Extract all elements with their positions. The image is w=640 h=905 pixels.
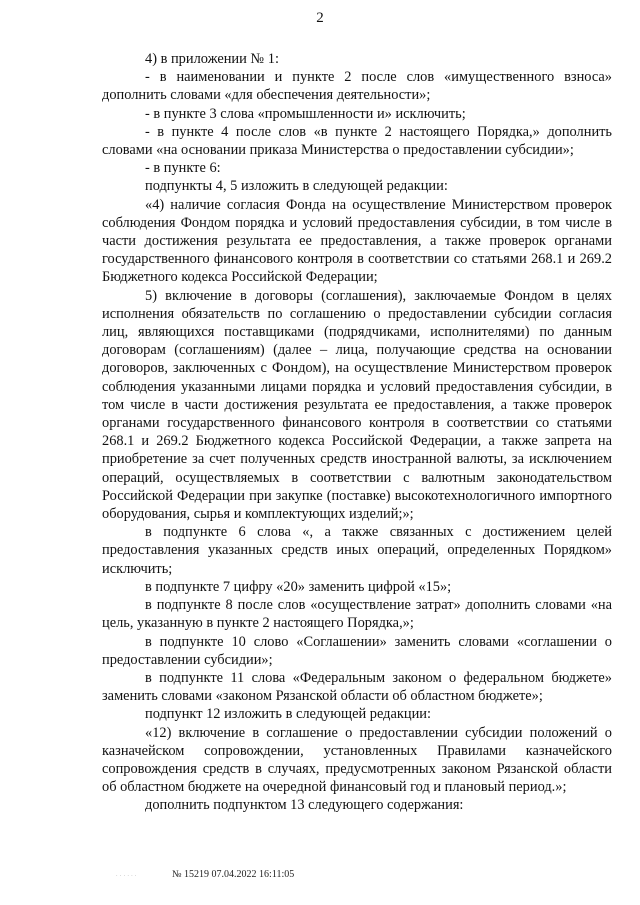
paragraph: в подпункте 10 слово «Соглашении» заменить словами «соглашении о предоставлении субсидии»; xyxy=(102,633,612,668)
paragraph: - в пункте 3 слова «промышленности и» исключить; xyxy=(145,105,466,122)
paragraph: в подпункте 6 слова «, а также связанных с достижением целей предоставления указанных средств иных операций, определенных Порядком» исключить; xyxy=(102,524,612,577)
paragraph: - в наименовании и пункте 2 после слов «имущественного взноса» дополнить словами «для обеспечения деятельности»; xyxy=(102,69,612,104)
paragraph: - в пункте 6: xyxy=(145,160,221,177)
scan-mark-smudge: · · · · · · xyxy=(116,873,137,879)
registration-stamp: № 15219 07.04.2022 16:11:05 xyxy=(172,869,295,880)
paragraph: «12) включение в соглашение о предоставлении субсидии положений о казначейском сопровождении, установленных Правилами казначейского сопровождения средств в случаях, предусмотренных законом Рязанской области об областном бюджете на очередной финансовый год и плановый период.»; xyxy=(102,724,612,796)
paragraph: подпункт 12 изложить в следующей редакции: xyxy=(145,706,431,723)
page-number: 2 xyxy=(316,10,324,26)
paragraph: в подпункте 11 слова «Федеральным законом о федеральном бюджете» заменить словами «законом Рязанской области об областном бюджете»; xyxy=(102,669,612,705)
paragraph: - в пункте 4 после слов «в пункте 2 настоящего Порядка,» дополнить словами «на основании приказа Министерства о предоставлении субсидии»; xyxy=(102,123,612,159)
document-body xyxy=(102,50,612,815)
paragraph: «4) наличие согласия Фонда на осуществление Министерством проверок соблюдения Фондом порядка и условий предоставления субсидии, в том числе в части достижения результата ее предоставления, а также проверок органами государственного финансового контроля в соответствии со статьями 268.1 и 269.2 Бюджетного кодекса Российской Федерации; xyxy=(102,196,612,286)
paragraph: в подпункте 8 после слов «осуществление затрат» дополнить словами «на цель, указанную в пункте 2 настоящего Порядка,»; xyxy=(102,597,612,632)
paragraph: подпункты 4, 5 изложить в следующей редакции: xyxy=(145,178,448,195)
paragraph: 5) включение в договоры (соглашения), заключаемые Фондом в целях исполнения обязательств по соглашению о предоставлении субсидии согласия лиц, являющихся поставщиками (подрядчиками, исполнителями) по данным договорам (соглашениям) (далее – лица, получающие средства на основании договоров, заключенных с Фондом), на осуществление Министерством проверок соблюдения указанными лицами порядка и условий предоставления субсидии, в том числе в части достижения результата ее предоставления, а также проверок органами государственного финансового контроля в соответствии со статьями 268.1 и 269.2 Бюджетного кодекса Российской Федерации, а также запрета на приобретение за счет полученных средств иностранной валюты, за исключением операций, осуществляемых в соответствии с валютным законодательством Российской Федерации при закупке (поставке) высокотехнологичного импортного оборудования, сырья и комплектующих изделий;»; xyxy=(102,287,612,523)
footer xyxy=(0,869,640,889)
paragraph: дополнить подпунктом 13 следующего содержания: xyxy=(145,797,464,814)
paragraph: 4) в приложении № 1: xyxy=(145,51,279,67)
paragraph: в подпункте 7 цифру «20» заменить цифрой «15»; xyxy=(145,578,452,595)
